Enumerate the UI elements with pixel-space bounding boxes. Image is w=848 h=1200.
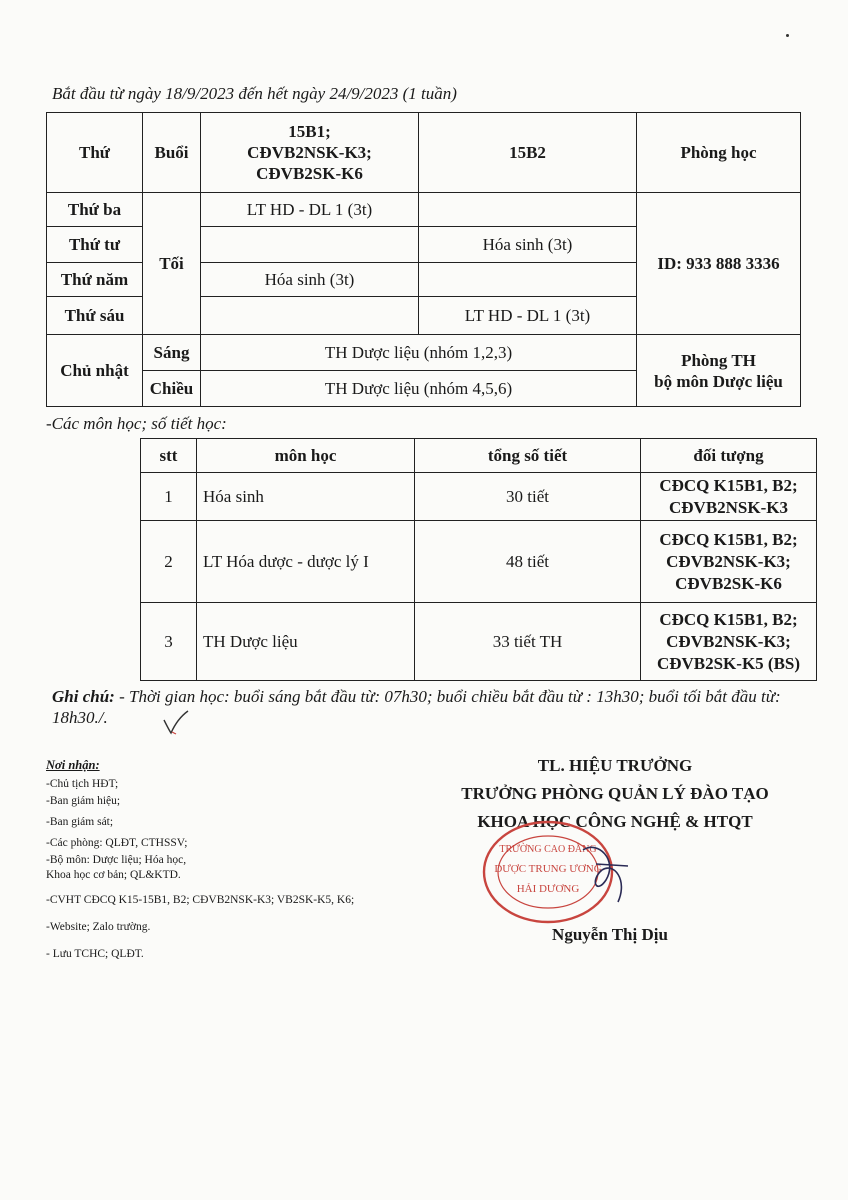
- stt-cell: 1: [141, 473, 197, 521]
- audience-line: CĐVB2SK-K5 (BS): [656, 653, 801, 673]
- sunday-morning-row: [47, 335, 801, 371]
- subjects-header-row: [141, 439, 817, 473]
- header-hours: tổng số tiết: [415, 439, 641, 473]
- day-cell: Thứ tư: [47, 227, 143, 263]
- header-group1-line1: 15B1;: [288, 122, 331, 141]
- room-lab-line2: bộ môn Dược liệu: [654, 371, 783, 391]
- hours-cell: 48 tiết: [415, 521, 641, 603]
- group2-cell: [419, 193, 637, 227]
- group1-cell: Hóa sinh (3t): [201, 263, 419, 297]
- seal-text-bottom: HẢI DƯƠNG: [516, 883, 580, 895]
- header-group1: [201, 113, 419, 193]
- recipient-item: -Website; Zalo trường.: [46, 921, 151, 933]
- audience-line: CĐVB2NSK-K3: [668, 497, 788, 517]
- audience-line: CĐVB2SK-K6: [675, 573, 782, 593]
- header-group1-line2: CĐVB2NSK-K3;: [247, 143, 372, 162]
- recipient-item: -Ban giám sát;: [46, 816, 114, 828]
- header-day: Thứ: [47, 113, 143, 193]
- group2-cell: [419, 263, 637, 297]
- audience-cell: [641, 521, 817, 603]
- day-cell: Thứ sáu: [47, 297, 143, 335]
- seal-text-mid: DƯỢC TRUNG ƯƠNG: [494, 863, 602, 875]
- room-lab-line1: Phòng TH: [681, 350, 756, 370]
- note-label: Ghi chú:: [52, 687, 115, 706]
- recipients-title: Nơi nhận:: [46, 758, 100, 772]
- group1-cell: [201, 227, 419, 263]
- group1-cell: LT HD - DL 1 (3t): [201, 193, 419, 227]
- hours-cell: 30 tiết: [415, 473, 641, 521]
- header-subject: môn học: [197, 439, 415, 473]
- subject-cell: TH Dược liệu: [197, 603, 415, 681]
- subject-row: [141, 473, 817, 521]
- audience-cell: [641, 473, 817, 521]
- recipient-item: -Chủ tịch HĐT;: [46, 778, 119, 790]
- group2-cell: Hóa sinh (3t): [419, 227, 637, 263]
- subjects-table: [140, 438, 817, 681]
- room-lab: [637, 335, 801, 407]
- header-group1-line3: CĐVB2SK-K6: [256, 164, 363, 183]
- group1-cell: [201, 297, 419, 335]
- schedule-period: Bắt đầu từ ngày 18/9/2023 đến hết ngày 24/9/2023 (1 tuần): [52, 84, 457, 103]
- header-stt: stt: [141, 439, 197, 473]
- recipients-block: [46, 758, 406, 968]
- room-evening: ID: 933 888 3336: [637, 193, 801, 335]
- signature-line2: TRƯỞNG PHÒNG QUẢN LÝ ĐÀO TẠO: [461, 784, 769, 803]
- recipient-item: -Các phòng: QLĐT, CTHSSV;: [46, 837, 188, 849]
- subject-cell: Hóa sinh: [197, 473, 415, 521]
- day-cell: Thứ ba: [47, 193, 143, 227]
- signature-line1: TL. HIỆU TRƯỞNG: [537, 756, 693, 775]
- stt-cell: 3: [141, 603, 197, 681]
- signature-line3: KHOA HỌC CÔNG NGHỆ & HTQT: [477, 812, 753, 831]
- audience-line: CĐVB2NSK-K3;: [666, 551, 791, 571]
- weekly-schedule-table: [46, 112, 801, 407]
- subject-row: [141, 603, 817, 681]
- day-cell: Thứ năm: [47, 263, 143, 297]
- sunday-morning-class: TH Dược liệu (nhóm 1,2,3): [201, 335, 637, 371]
- subject-cell: LT Hóa dược - dược lý I: [197, 521, 415, 603]
- header-audience: đối tượng: [641, 439, 817, 473]
- header-room: Phòng học: [637, 113, 801, 193]
- stt-cell: 2: [141, 521, 197, 603]
- subjects-heading: -Các môn học; số tiết học:: [46, 414, 227, 433]
- subject-row: [141, 521, 817, 603]
- header-group2: 15B2: [419, 113, 637, 193]
- seal-text-top: TRƯỜNG CAO ĐẲNG: [499, 844, 597, 855]
- header-session: Buổi: [143, 113, 201, 193]
- audience-line: CĐCQ K15B1, B2;: [659, 609, 798, 629]
- session-afternoon: Chiều: [143, 371, 201, 407]
- recipient-item: -CVHT CĐCQ K15-15B1, B2; CĐVB2NSK-K3; VB2SK-K5, K6;: [46, 894, 355, 906]
- recipient-item: - Lưu TCHC; QLĐT.: [46, 948, 144, 960]
- scan-speck: [786, 34, 789, 37]
- audience-line: CĐVB2NSK-K3;: [666, 631, 791, 651]
- recipient-item: -Ban giám hiệu;: [46, 795, 121, 807]
- schedule-row: [47, 193, 801, 227]
- sunday-afternoon-class: TH Dược liệu (nhóm 4,5,6): [201, 371, 637, 407]
- group2-cell: LT HD - DL 1 (3t): [419, 297, 637, 335]
- audience-cell: [641, 603, 817, 681]
- signer-name: Nguyễn Thị Dịu: [552, 925, 668, 944]
- handwritten-tick-icon: [160, 710, 190, 736]
- day-sunday: Chủ nhật: [47, 335, 143, 407]
- session-evening: Tối: [143, 193, 201, 335]
- school-seal-icon: [478, 820, 648, 930]
- schedule-header-row: [47, 113, 801, 193]
- audience-line: CĐCQ K15B1, B2;: [659, 529, 798, 549]
- hours-cell: 33 tiết TH: [415, 603, 641, 681]
- recipient-item: -Bộ môn: Dược liệu; Hóa học,: [46, 854, 187, 866]
- recipient-item: Khoa học cơ bản; QL&KTD.: [46, 869, 181, 881]
- note-text: - Thời gian học: buổi sáng bắt đầu từ: 07h30; buổi chiều bắt đầu từ : 13h30; buổi tối bắt đầu từ: 18h30./.: [52, 687, 781, 727]
- session-morning: Sáng: [143, 335, 201, 371]
- audience-line: CĐCQ K15B1, B2;: [659, 475, 798, 495]
